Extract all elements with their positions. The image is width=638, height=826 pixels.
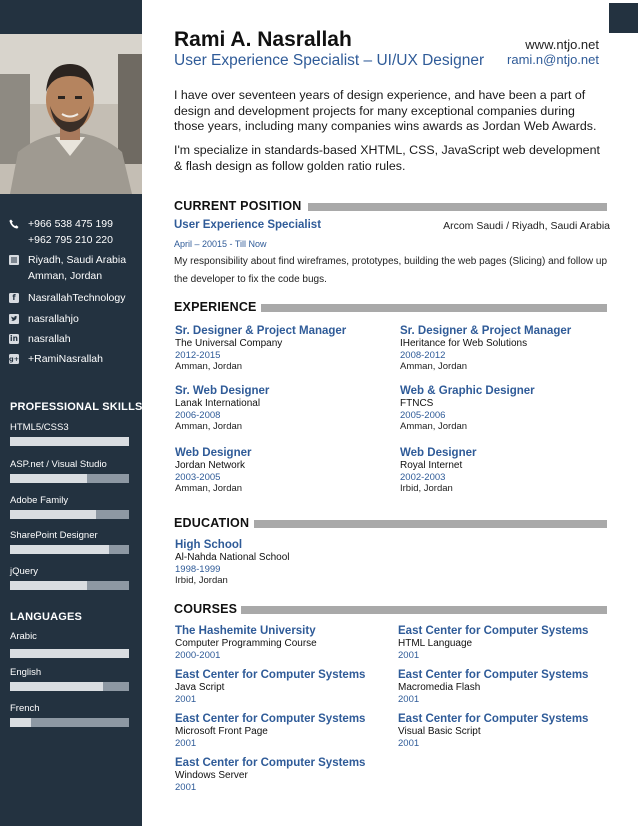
- skill-bar: [10, 581, 129, 590]
- job-location: Irbid, Jordan: [400, 483, 453, 494]
- job-title: Sr. Designer & Project Manager: [175, 325, 347, 337]
- location-line-1: Riyadh, Saudi Arabia: [28, 254, 127, 266]
- job-title: Web Designer: [400, 447, 477, 459]
- language-bar-fill: [10, 649, 129, 658]
- job-title: Web Designer: [175, 447, 252, 459]
- course-name: Java Script: [175, 682, 225, 693]
- section-rule: [308, 203, 607, 211]
- section-title: EXPERIENCE: [174, 300, 257, 314]
- job-dates: 2005-2006: [400, 409, 446, 421]
- skill-bar-fill: [10, 581, 87, 590]
- skill-bar-fill: [10, 437, 129, 446]
- experience-item: [175, 385, 269, 433]
- intro-paragraph-2: I'm specialize in standards-based XHTML, CSS, JavaScript web development & flash design as follow golden ratio rules.: [174, 143, 600, 173]
- course-year: 2000-2001: [175, 649, 221, 661]
- education-dates: 1998-1999: [175, 563, 221, 575]
- skill-label: HTML5/CSS3: [10, 422, 69, 433]
- skill-bar: [10, 545, 129, 554]
- current-position-company: Arcom Saudi / Riyadh, Saudi Arabia: [443, 220, 610, 232]
- job-location: Amman, Jordan: [400, 361, 468, 372]
- linkedin-icon: in: [10, 334, 18, 343]
- experience-item: [400, 325, 571, 373]
- languages-heading: LANGUAGES: [10, 611, 83, 623]
- skill-bar: [10, 474, 129, 483]
- course-year: 2001: [175, 781, 197, 793]
- job-company: Lanak International: [175, 398, 261, 409]
- section-title: COURSES: [174, 602, 238, 616]
- skill-label: jQuery: [10, 566, 38, 577]
- skills-heading: PROFESSIONAL SKILLS: [10, 401, 143, 413]
- experience-item: [175, 447, 251, 495]
- facebook-icon: f: [9, 293, 19, 303]
- course-item: [175, 757, 365, 793]
- course-item: [175, 669, 365, 705]
- google-plus-icon: g+: [9, 355, 20, 363]
- course-institution: East Center for Computer Systems: [398, 669, 589, 681]
- course-item: [398, 625, 588, 661]
- facebook-handle[interactable]: NasrallahTechnology: [28, 292, 126, 304]
- section-rule: [241, 606, 607, 614]
- education-item: [175, 539, 290, 587]
- profile-photo: [0, 34, 142, 194]
- education-title: High School: [175, 539, 243, 551]
- skill-bar-fill: [10, 545, 109, 554]
- job-location: Amman, Jordan: [175, 421, 243, 432]
- skill-bar: [10, 437, 129, 446]
- course-institution: East Center for Computer Systems: [175, 713, 366, 725]
- skill-label: Adobe Family: [10, 495, 69, 506]
- education-location: Irbid, Jordan: [175, 575, 228, 586]
- experience-section-header: [174, 300, 607, 314]
- language-bar: [10, 718, 129, 727]
- course-item: [398, 713, 588, 749]
- location-line-2: Amman, Jordan: [28, 270, 103, 282]
- job-company: Royal Internet: [400, 460, 463, 471]
- course-year: 2001: [398, 693, 420, 705]
- language-label: French: [10, 703, 40, 714]
- course-institution: East Center for Computer Systems: [398, 713, 589, 725]
- education-school: Al-Nahda National School: [175, 552, 290, 563]
- job-dates: 2008-2012: [400, 349, 446, 361]
- language-label: English: [10, 667, 42, 678]
- job-title: Sr. Web Designer: [175, 385, 270, 397]
- skill-bar-fill: [10, 510, 96, 519]
- person-title: User Experience Specialist – UI/UX Designer: [174, 52, 485, 69]
- website-link[interactable]: www.ntjo.net: [525, 37, 599, 52]
- current-position-description: My responsibility about find wireframes, prototypes, building the web pages (Slicing) and follow up the developer to fix the code bugs.: [174, 256, 608, 285]
- experience-item: [400, 385, 535, 433]
- job-title: Sr. Designer & Project Manager: [400, 325, 572, 337]
- job-location: Amman, Jordan: [400, 421, 468, 432]
- intro-paragraph-1: I have over seventeen years of design experience, and have been a part of design and development projects for many exceptional companies during those years, including many companies wins awards as Jordan Web Awards.: [174, 88, 597, 134]
- job-dates: 2002-2003: [400, 471, 446, 483]
- phone-number-2[interactable]: +962 795 210 220: [28, 234, 113, 246]
- language-bar: [10, 649, 129, 658]
- job-location: Amman, Jordan: [175, 483, 243, 494]
- course-year: 2001: [398, 649, 420, 661]
- current-position-section-header: [174, 199, 607, 213]
- job-company: Jordan Network: [175, 460, 246, 471]
- language-bar-fill: [10, 718, 31, 727]
- skill-label: SharePoint Designer: [10, 530, 98, 541]
- skill-bar: [10, 510, 129, 519]
- job-dates: 2003-2005: [175, 471, 221, 483]
- course-year: 2001: [175, 737, 197, 749]
- course-institution: East Center for Computer Systems: [398, 625, 589, 637]
- current-position-title: User Experience Specialist: [174, 219, 322, 231]
- skill-label: ASP.net / Visual Studio: [10, 459, 107, 470]
- language-label: Arabic: [10, 631, 37, 642]
- corner-accent-block: [609, 3, 638, 33]
- twitter-handle[interactable]: nasrallahjo: [28, 313, 79, 325]
- course-year: 2001: [175, 693, 197, 705]
- course-name: Macromedia Flash: [398, 682, 481, 693]
- course-item: [398, 669, 588, 705]
- course-institution: East Center for Computer Systems: [175, 669, 366, 681]
- language-bar: [10, 682, 129, 691]
- job-dates: 2006-2008: [175, 409, 221, 421]
- education-section-header: [174, 516, 607, 530]
- section-title: CURRENT POSITION: [174, 199, 302, 213]
- course-institution: The Hashemite University: [175, 625, 316, 637]
- courses-section-header: [174, 602, 607, 616]
- location-card-icon: [9, 255, 19, 265]
- course-name: Computer Programming Course: [175, 638, 317, 649]
- course-name: HTML Language: [398, 638, 473, 649]
- job-company: IHeritance for Web Solutions: [400, 338, 528, 349]
- current-position-dates: April – 20015 - Till Now: [174, 239, 267, 249]
- linkedin-handle[interactable]: nasrallah: [28, 333, 71, 345]
- googleplus-handle[interactable]: +RamiNasrallah: [28, 353, 103, 365]
- person-name: Rami A. Nasrallah: [174, 28, 352, 51]
- course-year: 2001: [398, 737, 420, 749]
- job-company: The Universal Company: [175, 338, 283, 349]
- course-item: [175, 625, 317, 661]
- experience-item: [175, 325, 346, 373]
- section-rule: [261, 304, 607, 312]
- job-location: Amman, Jordan: [175, 361, 243, 372]
- phone-icon: [9, 219, 19, 229]
- phone-number-1[interactable]: +966 538 475 199: [28, 218, 113, 230]
- section-rule: [254, 520, 607, 528]
- job-title: Web & Graphic Designer: [400, 385, 535, 397]
- twitter-icon: [9, 314, 19, 324]
- course-name: Visual Basic Script: [398, 726, 481, 737]
- course-name: Windows Server: [175, 770, 248, 781]
- sidebar: [0, 0, 142, 826]
- course-item: [175, 713, 365, 749]
- course-institution: East Center for Computer Systems: [175, 757, 366, 769]
- section-title: EDUCATION: [174, 516, 250, 530]
- job-dates: 2012-2015: [175, 349, 221, 361]
- experience-item: [400, 447, 476, 495]
- email-link[interactable]: rami.n@ntjo.net: [507, 52, 599, 67]
- job-company: FTNCS: [400, 398, 434, 409]
- course-name: Microsoft Front Page: [175, 726, 268, 737]
- skill-bar-fill: [10, 474, 87, 483]
- language-bar-fill: [10, 682, 103, 691]
